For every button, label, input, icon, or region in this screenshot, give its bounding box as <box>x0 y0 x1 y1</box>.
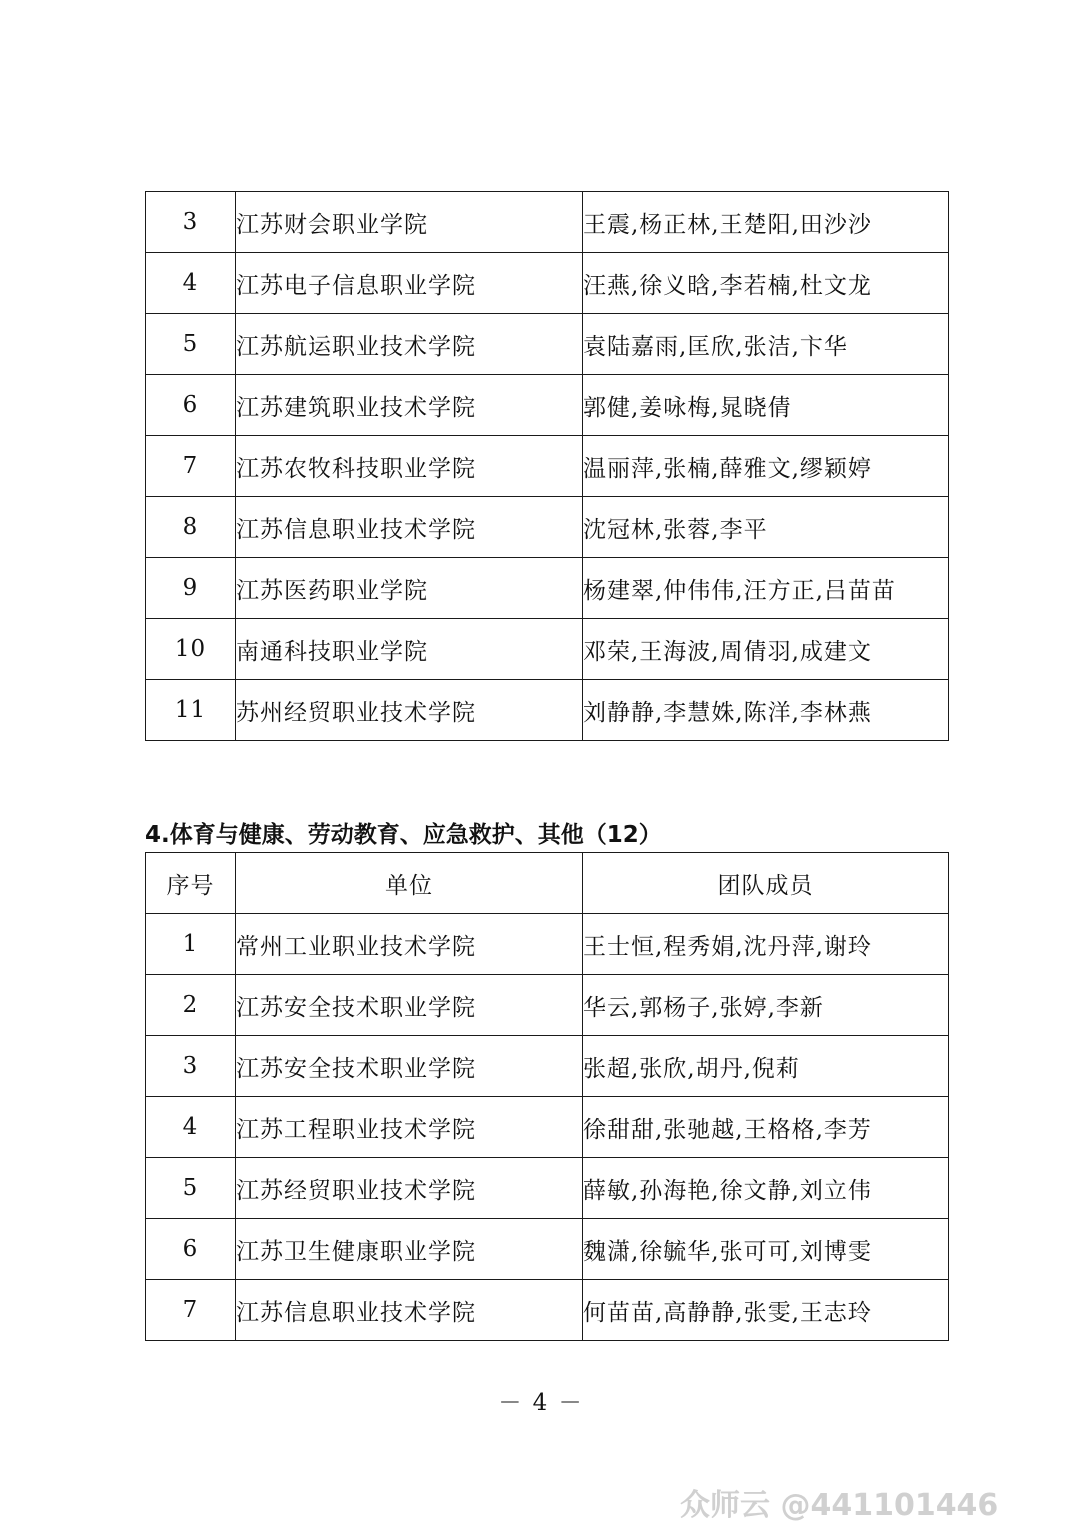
row-unit: 江苏农牧科技职业学院 <box>236 436 583 497</box>
row-members: 温丽萍,张楠,薛雅文,缪颖婷 <box>583 436 949 497</box>
row-index: 8 <box>146 497 236 558</box>
row-members: 汪燕,徐义晗,李若楠,杜文龙 <box>583 253 949 314</box>
row-members: 华云,郭杨子,张婷,李新 <box>583 975 949 1036</box>
row-index: 4 <box>146 253 236 314</box>
row-unit: 江苏工程职业技术学院 <box>236 1097 583 1158</box>
row-index: 4 <box>146 1097 236 1158</box>
row-unit: 江苏航运职业技术学院 <box>236 314 583 375</box>
row-index: 5 <box>146 314 236 375</box>
row-unit: 江苏信息职业技术学院 <box>236 497 583 558</box>
row-index: 3 <box>146 192 236 253</box>
row-unit: 苏州经贸职业技术学院 <box>236 680 583 741</box>
table-header-row <box>146 853 949 914</box>
row-members: 张超,张欣,胡丹,倪莉 <box>583 1036 949 1097</box>
row-unit: 江苏建筑职业技术学院 <box>236 375 583 436</box>
row-index: 1 <box>146 914 236 975</box>
row-index: 7 <box>146 1280 236 1341</box>
table-body <box>146 192 949 741</box>
row-unit: 江苏卫生健康职业学院 <box>236 1219 583 1280</box>
header-unit: 单位 <box>236 853 583 914</box>
row-index: 9 <box>146 558 236 619</box>
row-index: 3 <box>146 1036 236 1097</box>
table-row <box>146 314 949 375</box>
table-row <box>146 1036 949 1097</box>
row-members: 郭健,姜咏梅,晁晓倩 <box>583 375 949 436</box>
table-row <box>146 1158 949 1219</box>
table-row <box>146 619 949 680</box>
row-index: 11 <box>146 680 236 741</box>
page-number: － 4 － <box>498 1390 584 1416</box>
row-unit: 江苏安全技术职业学院 <box>236 1036 583 1097</box>
table-row <box>146 914 949 975</box>
team-table-continued <box>145 191 949 741</box>
table-row <box>146 1280 949 1341</box>
row-members: 薛敏,孙海艳,徐文静,刘立伟 <box>583 1158 949 1219</box>
row-members: 魏潇,徐毓华,张可可,刘博雯 <box>583 1219 949 1280</box>
row-unit: 江苏信息职业技术学院 <box>236 1280 583 1341</box>
row-index: 5 <box>146 1158 236 1219</box>
table-body <box>146 914 949 1341</box>
table-row <box>146 975 949 1036</box>
header-index: 序号 <box>146 853 236 914</box>
row-index: 6 <box>146 375 236 436</box>
row-index: 6 <box>146 1219 236 1280</box>
row-members: 杨建翠,仲伟伟,汪方正,吕苗苗 <box>583 558 949 619</box>
team-table-pe-health <box>145 852 949 1341</box>
row-unit: 江苏医药职业学院 <box>236 558 583 619</box>
row-members: 王士恒,程秀娟,沈丹萍,谢玲 <box>583 914 949 975</box>
section-heading: 4.体育与健康、劳动教育、应急救护、其他（12） <box>145 822 662 848</box>
table-row <box>146 1097 949 1158</box>
table-row <box>146 436 949 497</box>
row-unit: 江苏经贸职业技术学院 <box>236 1158 583 1219</box>
table-row <box>146 192 949 253</box>
table-row <box>146 253 949 314</box>
table-row <box>146 1219 949 1280</box>
row-members: 何苗苗,高静静,张雯,王志玲 <box>583 1280 949 1341</box>
row-index: 7 <box>146 436 236 497</box>
table-row <box>146 497 949 558</box>
row-index: 2 <box>146 975 236 1036</box>
row-unit: 江苏安全技术职业学院 <box>236 975 583 1036</box>
watermark: 众师云 @441101446 <box>680 1488 999 1523</box>
row-members: 沈冠林,张蓉,李平 <box>583 497 949 558</box>
row-unit: 江苏财会职业学院 <box>236 192 583 253</box>
table-row <box>146 558 949 619</box>
table-row <box>146 680 949 741</box>
row-members: 徐甜甜,张驰越,王格格,李芳 <box>583 1097 949 1158</box>
header-members: 团队成员 <box>583 853 949 914</box>
row-index: 10 <box>146 619 236 680</box>
table-row <box>146 375 949 436</box>
row-unit: 南通科技职业学院 <box>236 619 583 680</box>
row-members: 王震,杨正林,王楚阳,田沙沙 <box>583 192 949 253</box>
row-unit: 江苏电子信息职业学院 <box>236 253 583 314</box>
row-unit: 常州工业职业技术学院 <box>236 914 583 975</box>
row-members: 邓荣,王海波,周倩羽,成建文 <box>583 619 949 680</box>
row-members: 袁陆嘉雨,匡欣,张洁,卞华 <box>583 314 949 375</box>
row-members: 刘静静,李慧姝,陈洋,李林燕 <box>583 680 949 741</box>
